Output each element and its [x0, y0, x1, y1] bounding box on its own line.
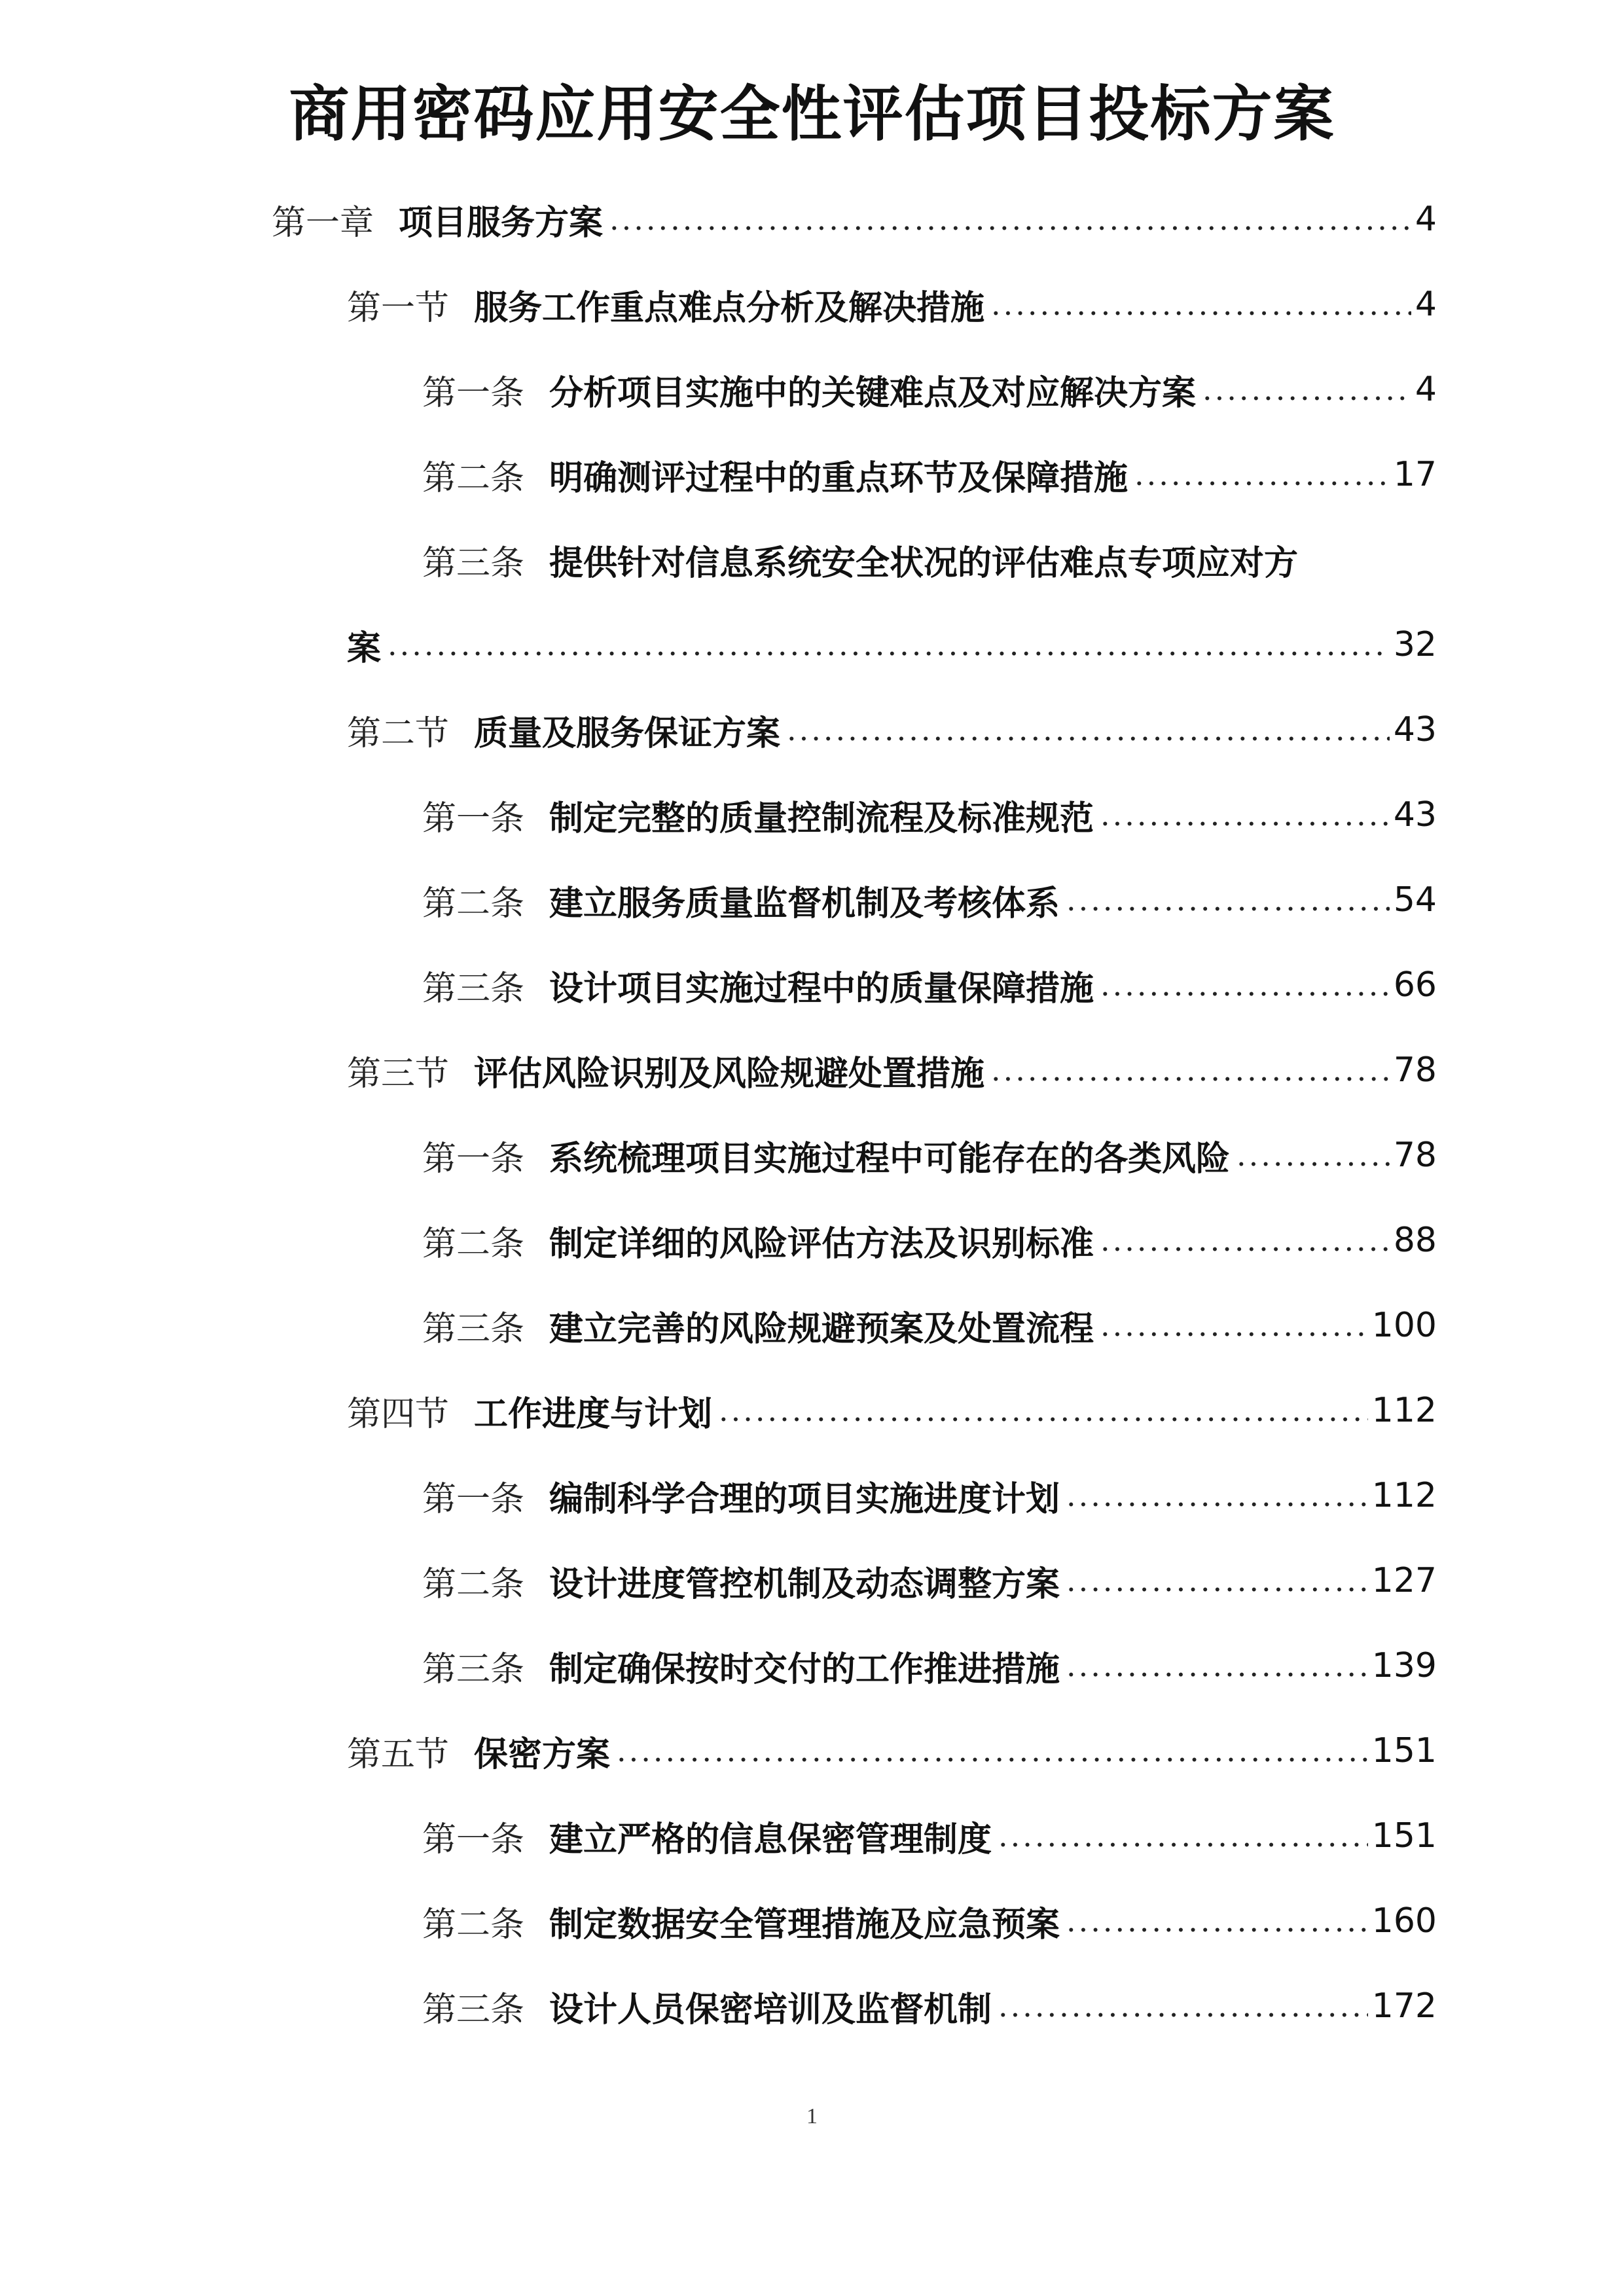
- toc-leader: [1100, 797, 1390, 833]
- toc-leader: [1066, 1563, 1368, 1598]
- toc-leader: [1100, 1223, 1390, 1258]
- toc-label: 第一条: [422, 1139, 525, 1179]
- toc-entry-article-wrapped-continuation[interactable]: [347, 609, 1437, 681]
- toc-entry-article[interactable]: [422, 949, 1437, 1021]
- toc-entry-article[interactable]: [422, 1545, 1437, 1617]
- toc-leader: [617, 1733, 1368, 1768]
- toc-leader: [1100, 1308, 1368, 1343]
- toc-heading: 编制科学合理的项目实施进度计划: [549, 1479, 1060, 1519]
- toc-page: 4: [1415, 200, 1437, 239]
- toc-label: 第二节: [347, 713, 450, 753]
- toc-leader: [1202, 372, 1411, 407]
- toc-heading: 建立严格的信息保密管理制度: [549, 1819, 992, 1859]
- toc-heading: 制定完整的质量控制流程及标准规范: [549, 798, 1094, 838]
- toc-entry-section-2[interactable]: [347, 694, 1437, 766]
- toc-label: 第三条: [422, 1990, 525, 2030]
- toc-label: 第一节: [347, 288, 450, 328]
- toc-page: 78: [1393, 1050, 1437, 1090]
- toc-leader: [388, 627, 1390, 662]
- toc-page: 78: [1393, 1136, 1437, 1175]
- toc-heading: 建立完善的风险规避预案及处置流程: [549, 1308, 1094, 1349]
- toc-leader: [991, 1052, 1390, 1088]
- toc-heading: 建立服务质量监督机制及考核体系: [549, 883, 1060, 924]
- toc-heading: 提供针对信息系统安全状况的评估难点专项应对方: [549, 543, 1299, 583]
- toc-leader: [991, 287, 1411, 322]
- toc-page: 17: [1393, 455, 1437, 494]
- toc-heading: 制定确保按时交付的工作推进措施: [549, 1649, 1060, 1689]
- toc-entry-article[interactable]: [422, 1630, 1437, 1702]
- toc-entry-article[interactable]: [422, 1800, 1437, 1872]
- toc-heading: 服务工作重点难点分析及解决措施: [474, 287, 985, 328]
- toc-page: 151: [1371, 1816, 1437, 1856]
- toc-label: 第二条: [422, 1564, 525, 1604]
- toc-leader: [1066, 1903, 1368, 1939]
- toc-label: 第三条: [422, 1649, 525, 1689]
- toc-page: 100: [1371, 1306, 1437, 1345]
- toc-entry-article[interactable]: [422, 1970, 1437, 2042]
- toc-heading: 项目服务方案: [399, 202, 604, 243]
- toc-page: 43: [1393, 795, 1437, 834]
- toc-heading: 系统梳理项目实施过程中可能存在的各类风险: [549, 1138, 1231, 1179]
- toc-leader: [1066, 882, 1390, 918]
- toc-entry-section-3[interactable]: [347, 1034, 1437, 1106]
- document-title: 商用密码应用安全性评估项目投标方案: [289, 79, 1335, 149]
- toc-heading: 质量及服务保证方案: [474, 713, 781, 753]
- toc-label: 第二条: [422, 1224, 525, 1264]
- toc-heading: 设计进度管控机制及动态调整方案: [549, 1564, 1060, 1604]
- toc-leader: [998, 1988, 1368, 2024]
- toc-leader: [719, 1393, 1368, 1428]
- toc-entry-article[interactable]: [422, 779, 1437, 851]
- toc-entry-section-5[interactable]: [347, 1715, 1437, 1787]
- toc-label: 第三条: [422, 543, 525, 583]
- toc-label: 第二条: [422, 458, 525, 498]
- toc-page: 172: [1371, 1986, 1437, 2026]
- toc-entry-article[interactable]: [422, 1289, 1437, 1361]
- toc-page: 88: [1393, 1221, 1437, 1260]
- toc-heading: 设计项目实施过程中的质量保障措施: [549, 968, 1094, 1009]
- toc-heading: 明确测评过程中的重点环节及保障措施: [549, 457, 1128, 498]
- toc-label: 第四节: [347, 1394, 450, 1434]
- toc-label: 第一章: [272, 203, 374, 243]
- toc-entry-article-wrapped[interactable]: [422, 524, 1437, 596]
- toc-entry-article[interactable]: [422, 1119, 1437, 1191]
- toc-heading-continued: 案: [347, 628, 382, 668]
- toc-heading: 制定详细的风险评估方法及识别标准: [549, 1223, 1094, 1264]
- toc-leader: [1066, 1648, 1368, 1683]
- toc-entry-section-1[interactable]: [347, 268, 1437, 340]
- toc-entry-article[interactable]: [422, 439, 1437, 511]
- toc-heading: 评估风险识别及风险规避处置措施: [474, 1053, 985, 1094]
- toc-label: 第一条: [422, 1820, 525, 1859]
- toc-leader: [998, 1818, 1368, 1854]
- toc-entry-article[interactable]: [422, 1885, 1437, 1957]
- toc-page: 66: [1393, 965, 1437, 1005]
- toc-page: 160: [1371, 1901, 1437, 1941]
- page-number: 1: [806, 2104, 818, 2128]
- toc-page: 112: [1371, 1476, 1437, 1515]
- toc-heading: 制定数据安全管理措施及应急预案: [549, 1904, 1060, 1945]
- toc-leader: [1134, 457, 1390, 492]
- toc-heading: 分析项目实施中的关键难点及对应解决方案: [549, 372, 1197, 413]
- toc-heading: 工作进度与计划: [474, 1393, 713, 1434]
- toc-heading: 保密方案: [474, 1734, 611, 1774]
- toc-label: 第一条: [422, 1479, 525, 1519]
- toc-page: 112: [1371, 1391, 1437, 1430]
- toc-page: 127: [1371, 1561, 1437, 1600]
- toc-heading: 设计人员保密培训及监督机制: [549, 1989, 992, 2030]
- toc-label: 第三节: [347, 1054, 450, 1094]
- toc-entry-chapter-1[interactable]: [272, 183, 1437, 255]
- toc-page: 43: [1393, 710, 1437, 749]
- toc-page: 32: [1393, 625, 1437, 664]
- toc-page: 4: [1415, 285, 1437, 324]
- toc-label: 第三条: [422, 1309, 525, 1349]
- toc-entry-article[interactable]: [422, 1460, 1437, 1532]
- toc-label: 第五节: [347, 1734, 450, 1774]
- toc-entry-article[interactable]: [422, 1204, 1437, 1276]
- toc-leader: [609, 202, 1411, 237]
- toc-entry-article[interactable]: [422, 353, 1437, 425]
- toc-leader: [1236, 1138, 1390, 1173]
- toc-page: 54: [1393, 880, 1437, 920]
- toc-entry-section-4[interactable]: [347, 1374, 1437, 1446]
- toc-page: 151: [1371, 1731, 1437, 1770]
- toc-label: 第二条: [422, 884, 525, 924]
- toc-label: 第二条: [422, 1905, 525, 1945]
- toc-leader: [1066, 1478, 1368, 1513]
- toc-label: 第一条: [422, 373, 525, 413]
- toc-page: 4: [1415, 370, 1437, 409]
- toc-label: 第一条: [422, 798, 525, 838]
- toc-entry-article[interactable]: [422, 864, 1437, 936]
- toc-leader: [787, 712, 1390, 747]
- toc-page: 139: [1371, 1646, 1437, 1685]
- toc-leader: [1100, 967, 1390, 1003]
- toc-label: 第三条: [422, 969, 525, 1009]
